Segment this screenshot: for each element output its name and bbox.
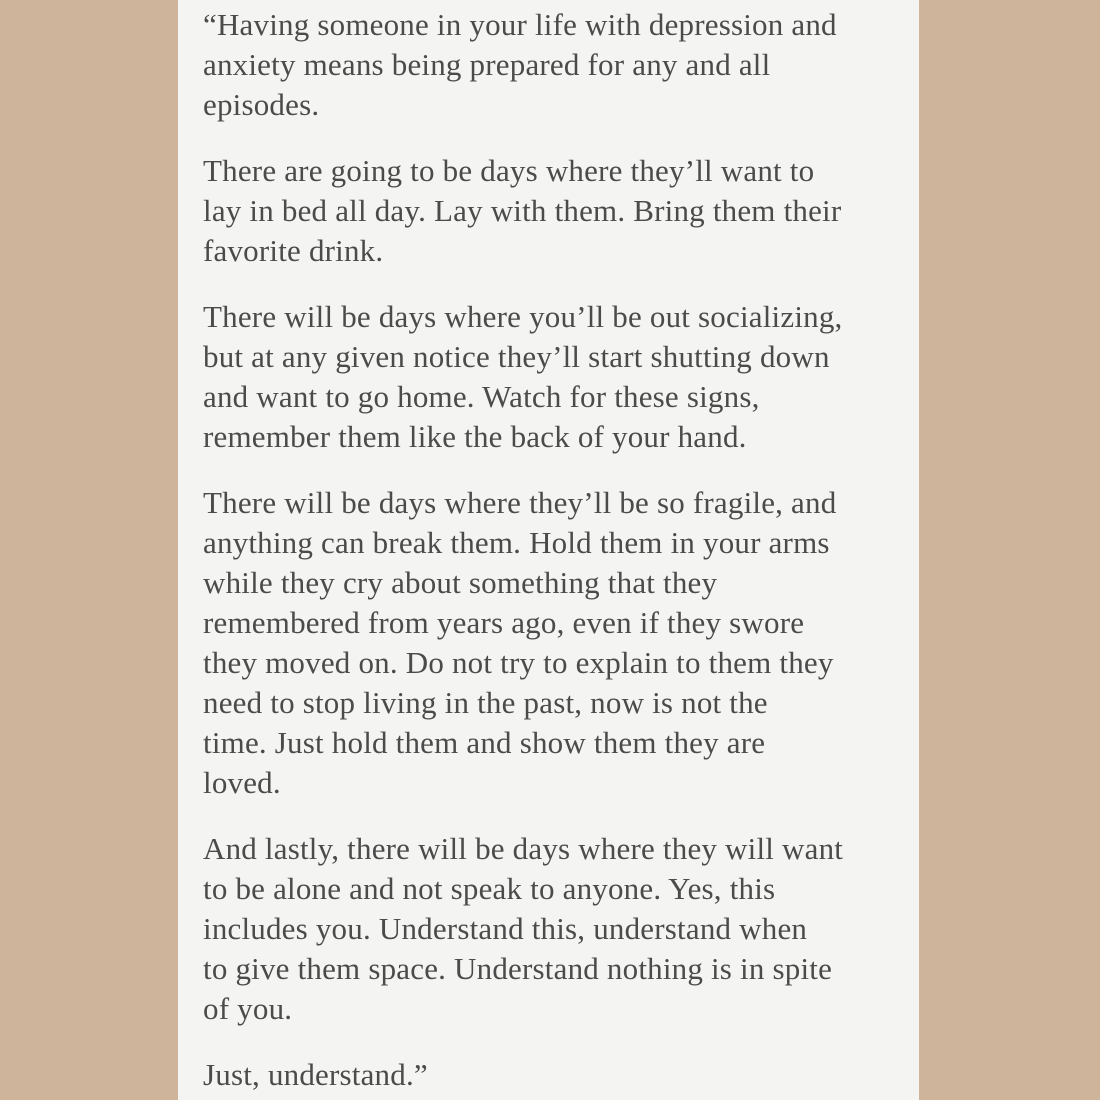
quote-line: they moved on. Do not try to explain to them they bbox=[203, 645, 834, 680]
quote-card bbox=[178, 0, 919, 1100]
quote-line: of you. bbox=[203, 991, 293, 1026]
quote-line: remember them like the back of your hand. bbox=[203, 419, 747, 454]
quote-line: and want to go home. Watch for these signs, bbox=[203, 379, 760, 414]
quote-paragraph bbox=[203, 5, 905, 125]
quote-line: to give them space. Understand nothing is in spite bbox=[203, 951, 833, 986]
quote-line: Just, understand.” bbox=[203, 1057, 428, 1092]
quote-line: while they cry about something that they bbox=[203, 565, 718, 600]
quote-line: anything can break them. Hold them in your arms bbox=[203, 525, 830, 560]
quote-paragraph bbox=[203, 829, 905, 1029]
quote-line: There will be days where they’ll be so fragile, and bbox=[203, 485, 837, 520]
quote-line: And lastly, there will be days where they will want bbox=[203, 831, 844, 866]
quote-line: need to stop living in the past, now is not the bbox=[203, 685, 768, 720]
quote-line: There will be days where you’ll be out socializing, bbox=[203, 299, 843, 334]
quote-paragraph bbox=[203, 151, 905, 271]
quote-paragraph bbox=[203, 483, 905, 803]
quote-line: “Having someone in your life with depression and bbox=[203, 7, 837, 42]
quote-line: There are going to be days where they’ll want to bbox=[203, 153, 815, 188]
quote-line: remembered from years ago, even if they swore bbox=[203, 605, 805, 640]
quote-line: to be alone and not speak to anyone. Yes, this bbox=[203, 871, 776, 906]
quote-paragraph bbox=[203, 1055, 905, 1095]
quote-line: loved. bbox=[203, 765, 281, 800]
quote-line: but at any given notice they’ll start shutting down bbox=[203, 339, 830, 374]
quote-text-container bbox=[178, 0, 919, 1095]
quote-line: episodes. bbox=[203, 87, 320, 122]
quote-line: favorite drink. bbox=[203, 233, 384, 268]
quote-paragraph bbox=[203, 297, 905, 457]
quote-line: time. Just hold them and show them they are bbox=[203, 725, 766, 760]
quote-line: anxiety means being prepared for any and all bbox=[203, 47, 771, 82]
quote-line: lay in bed all day. Lay with them. Bring them their bbox=[203, 193, 842, 228]
quote-line: includes you. Understand this, understand when bbox=[203, 911, 808, 946]
